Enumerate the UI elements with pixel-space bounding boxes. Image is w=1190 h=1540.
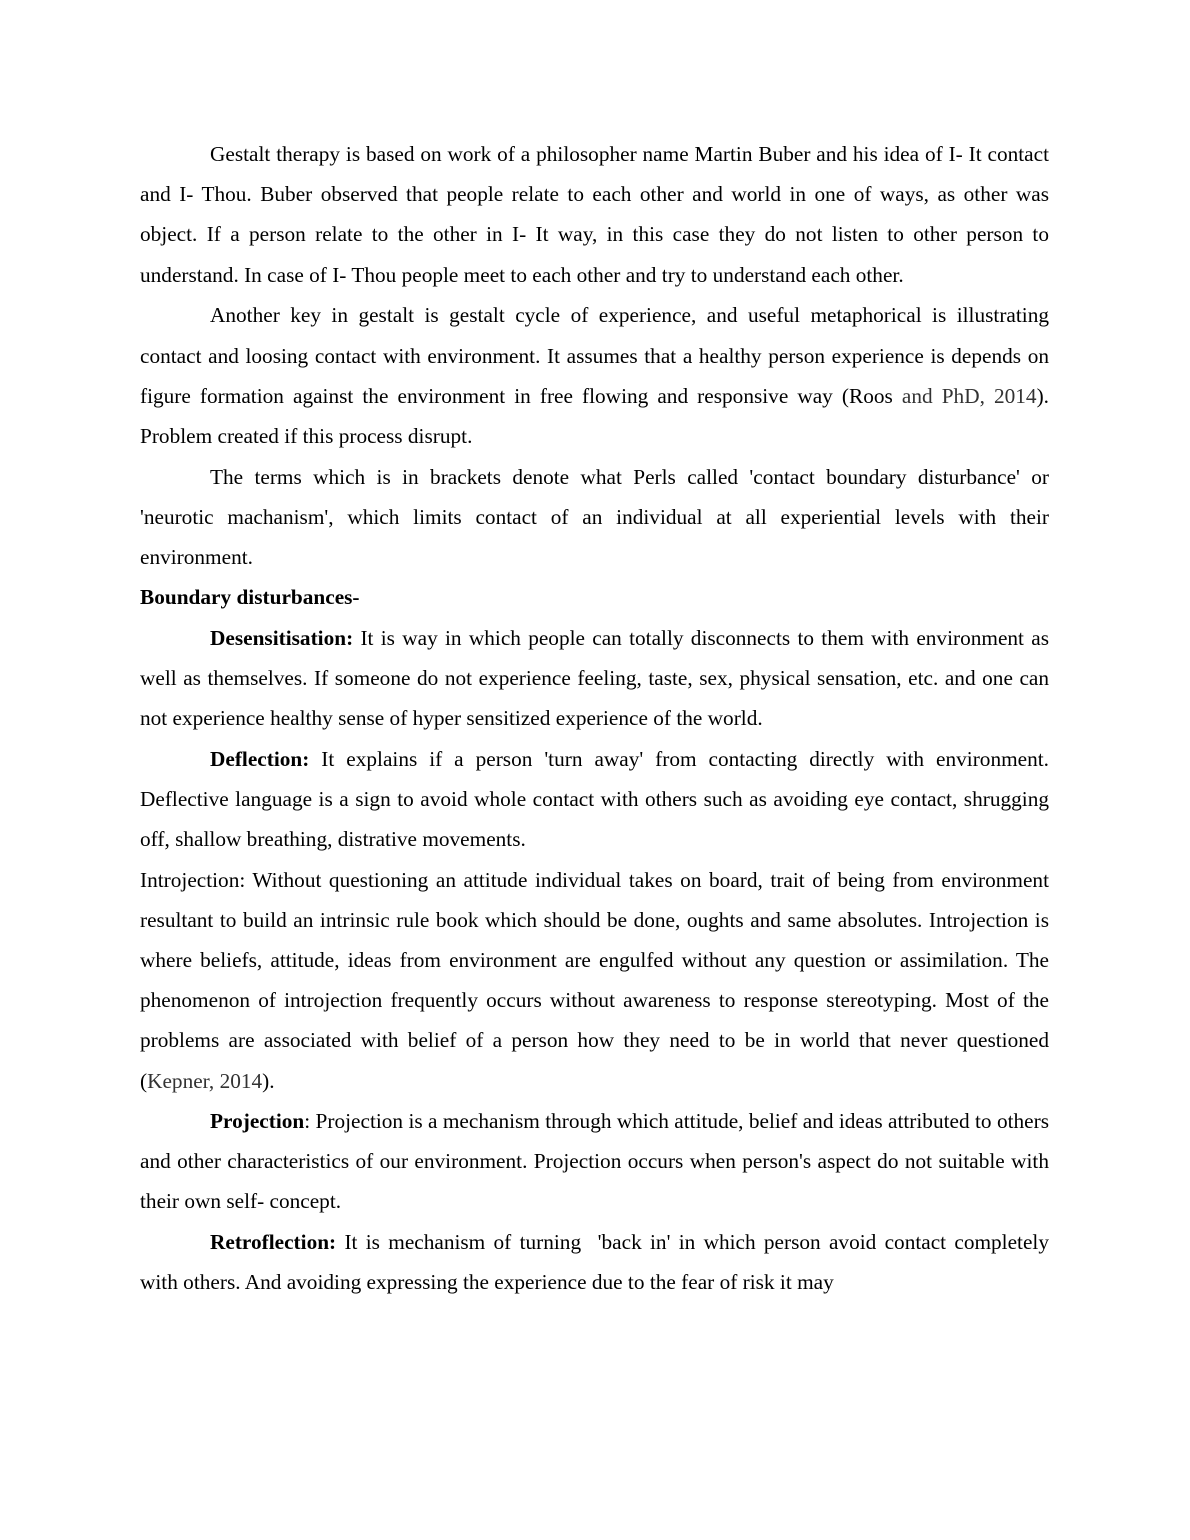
paragraph-buber (140, 134, 1049, 295)
paragraph-retroflection (140, 1222, 1055, 1302)
paragraph-gestalt-cycle-end: ). Problem created if this process disrupt. (140, 383, 1049, 448)
deflection-text: It explains if a person 'turn away' from contacting directly with environment. Deflective language is a sign to avoid whole contact with others such as avoiding eye contact, shrugging off, shallow breathing, distrative movements. (140, 747, 1049, 852)
retroflection-text: It is mechanism of turning 'back in' in which person avoid contact completely with others. And avoiding expressing the experience due to the fear of risk it may (140, 1229, 1055, 1295)
paragraph-introjection (140, 860, 1049, 1101)
paragraph-projection (140, 1101, 1049, 1222)
paragraph-contact-boundary (140, 457, 1049, 578)
projection-text: : Projection is a mechanism through which attitude, belief and ideas attributed to others and other characteristics of our environment. Projection occurs when person's aspect do not suitable with their own self- concept. (140, 1108, 1049, 1214)
paragraph-gestalt-cycle-text: Another key in gestalt is gestalt cycle of experience, and useful metaphorical is illustrating contact and loosing contact with environment. It assumes that a healthy person experience is depends on figure formation against the environment in free flowing and responsive way (Roos (140, 303, 1049, 408)
paragraph-deflection (140, 739, 1049, 860)
citation-roos: and PhD, 2014 (892, 383, 1037, 408)
paragraph-desensitisation (140, 618, 1049, 739)
term-desensitisation: Desensitisation: (210, 625, 354, 650)
paragraph-gestalt-cycle (140, 295, 1049, 456)
introjection-end: ). (262, 1068, 275, 1093)
paragraph-buber-text: Gestalt therapy is based on work of a philosopher name Martin Buber and his idea of I- It contact and I- Thou. Buber observed that people relate to each other and world in one of ways, as other was object. If a person relate to the other in I- It way, in this case they do not listen to other person to understand. In case of I- Thou people meet to each other and try to understand each other. (140, 142, 1049, 287)
introjection-text: Introjection: Without questioning an attitude individual takes on board, trait of being from environment resultant to build an intrinsic rule book which should be done, oughts and same absolutes. Introjection is where beliefs, attitude, ideas from environment are engulfed without any question or assimilation. The phenomenon of introjection frequently occurs without awareness to response stereotyping. Most of the problems are associated with belief of a person how they need to be in world that never questioned ( (140, 867, 1049, 1093)
citation-kepner: Kepner, 2014 (147, 1068, 263, 1093)
term-deflection: Deflection: (210, 747, 310, 772)
term-retroflection: Retroflection: (210, 1229, 337, 1254)
term-projection: Projection (210, 1108, 305, 1133)
section-heading: Boundary disturbances- (140, 585, 360, 610)
desensitisation-text: It is way in which people can totally disconnects to them with environment as well as themselves. If someone do not experience feeling, taste, sex, physical sensation, etc. and one can not experience healthy sense of hyper sensitized experience of the world. (140, 625, 1049, 731)
paragraph-contact-boundary-text: The terms which is in brackets denote what Perls called 'contact boundary disturbance' or 'neurotic machanism', which limits contact of an individual at all experiential levels with their environment. (140, 464, 1049, 570)
document-page (140, 134, 1055, 1302)
